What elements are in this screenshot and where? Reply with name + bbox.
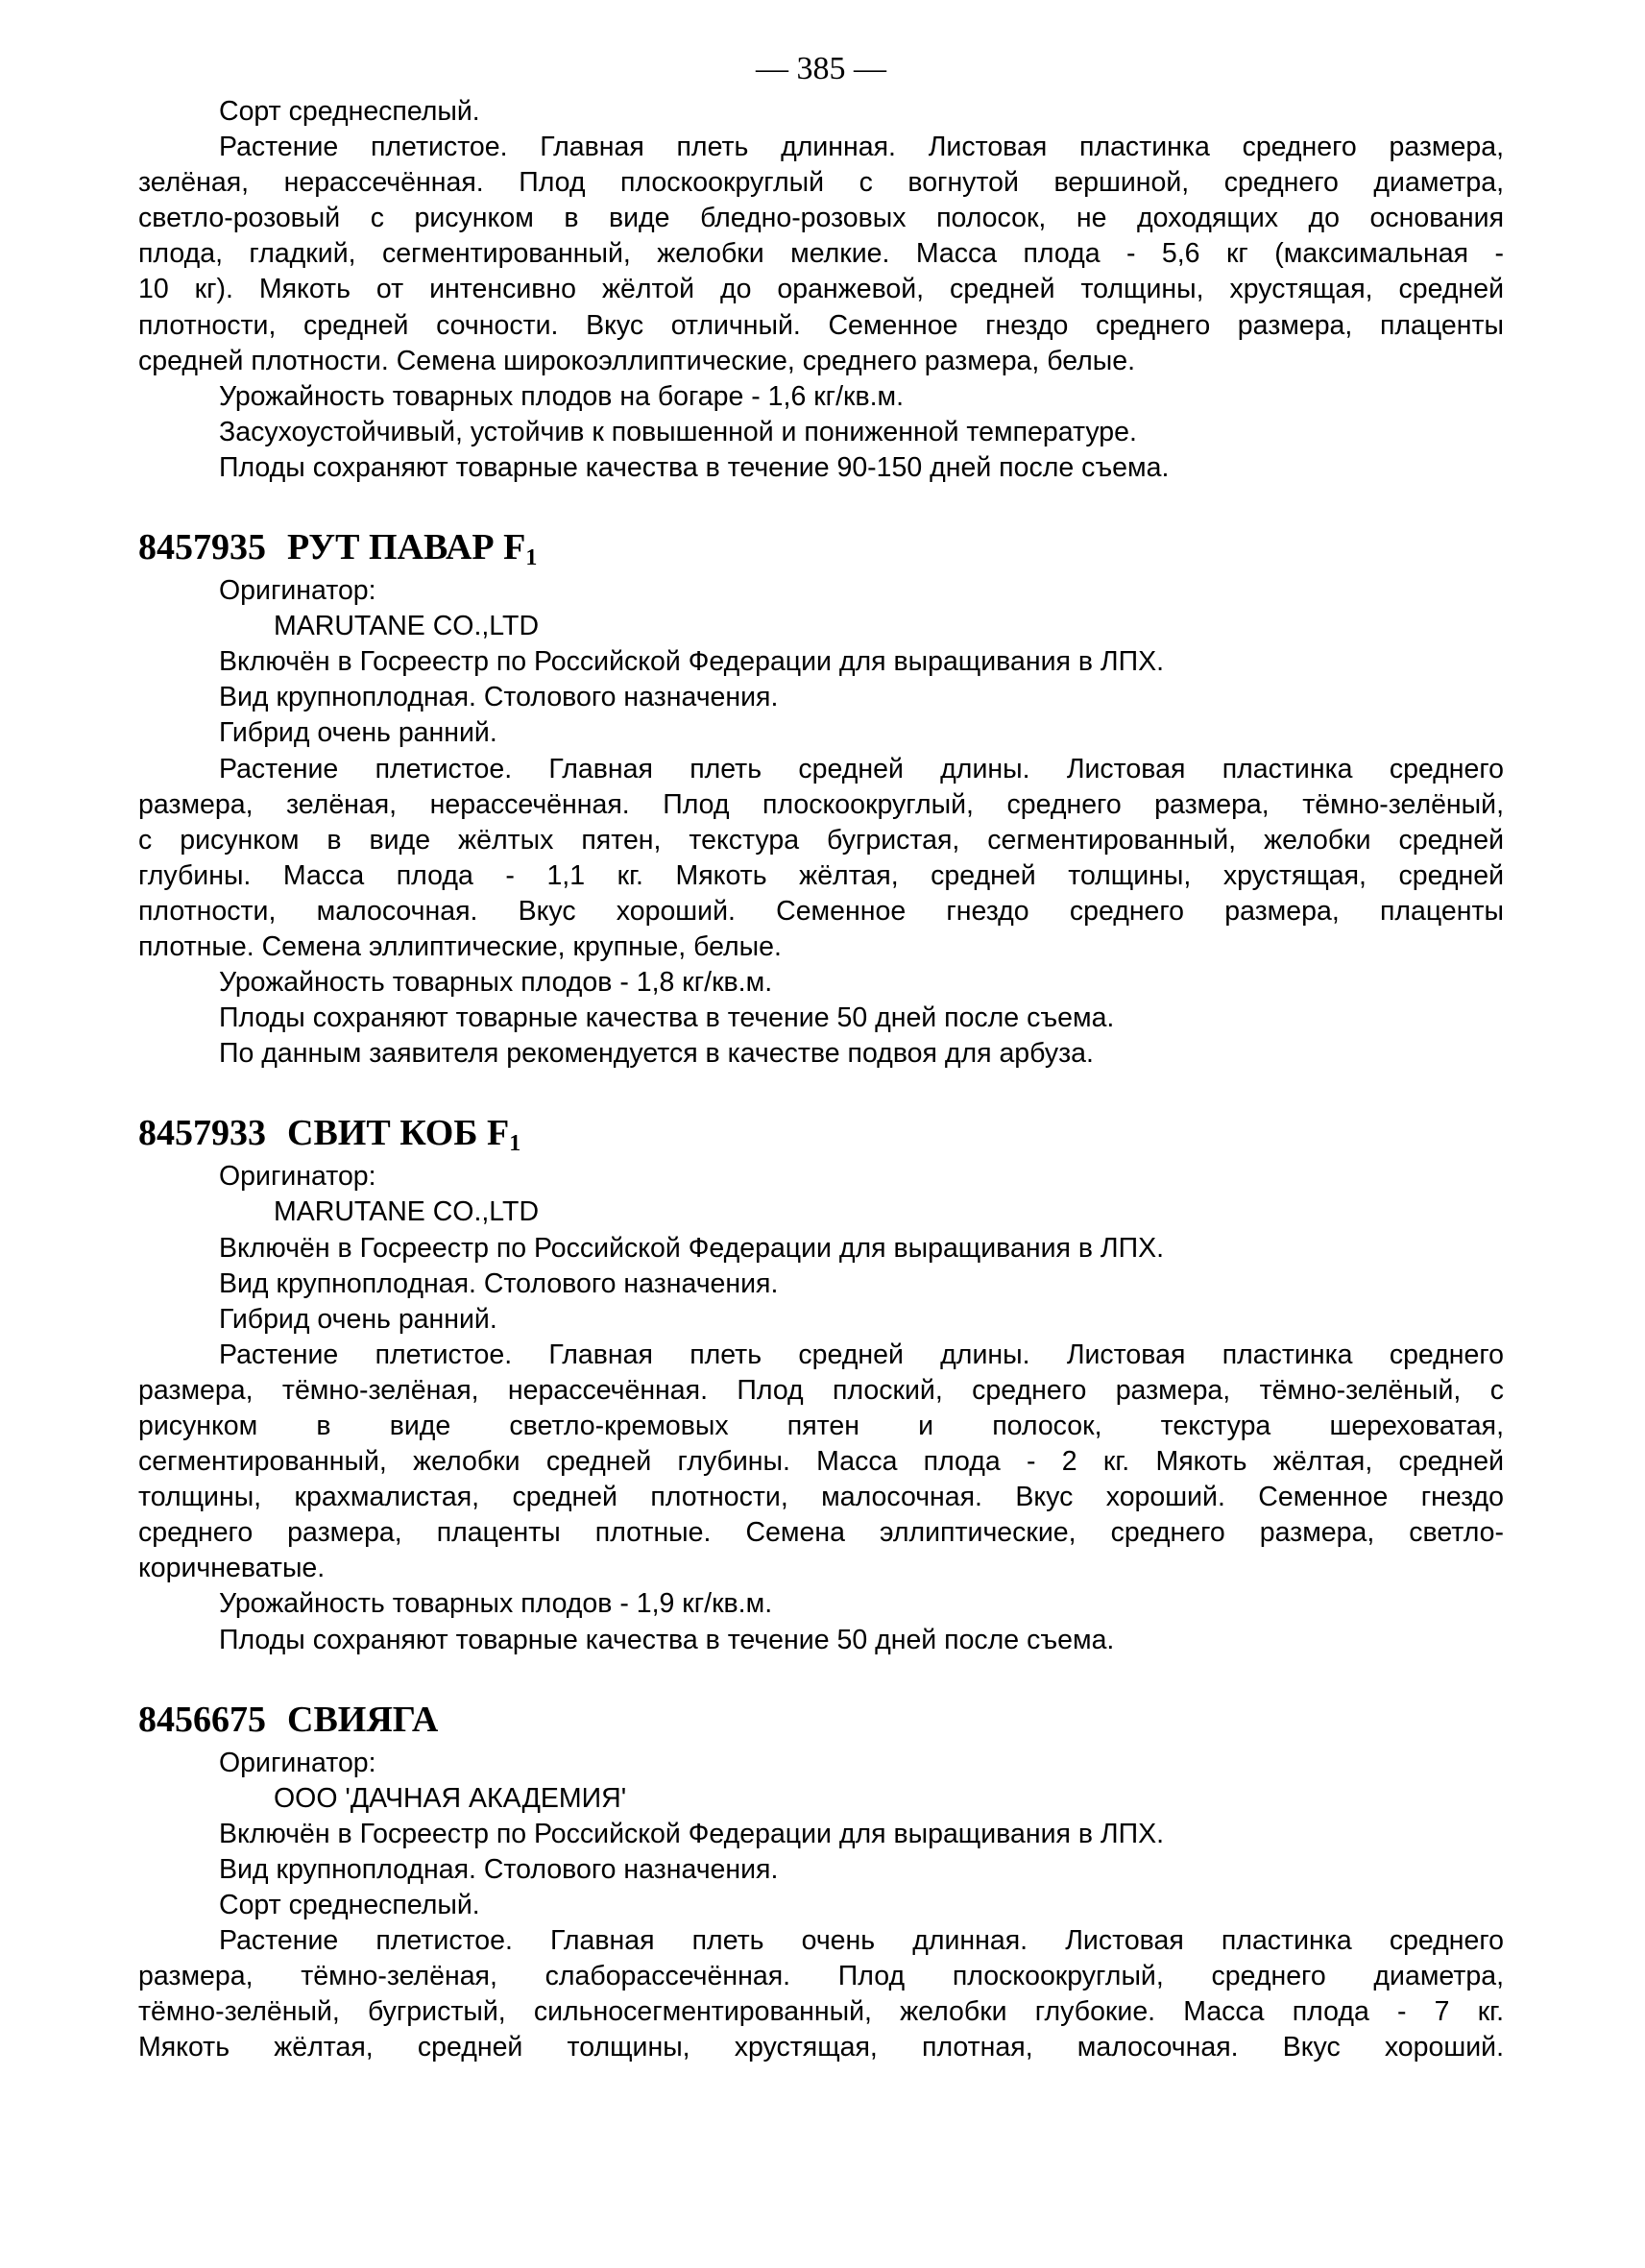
text-line: Урожайность товарных плодов на богаре - 1,6 кг/кв.м. <box>219 380 905 412</box>
paragraph-line: коричневатые. <box>138 1553 326 1584</box>
entry-title <box>138 1110 1504 1156</box>
entry-name: СВИТ КОБ F <box>287 1113 510 1154</box>
paragraph-line: 10 кг). Мякоть от интенсивно жёлтой до оранжевой, средней толщины, хрустящая, средней <box>138 274 1504 305</box>
text-line: Плоды сохраняют товарные качества в течение 90-150 дней после съема. <box>219 451 1170 483</box>
paragraph-line: с рисунком в виде жёлтых пятен, текстура бугристая, сегментированный, желобки средней <box>138 824 1504 856</box>
paragraph-line: среднего размера, плаценты плотные. Семена эллиптические, среднего размера, светло- <box>138 1517 1504 1549</box>
paragraph-line: плотности, средней сочности. Вкус отличный. Семенное гнездо среднего размера, плаценты <box>138 309 1504 341</box>
paragraph-line: сегментированный, желобки средней глубины. Масса плода - 2 кг. Мякоть жёлтая, средней <box>138 1446 1504 1478</box>
paragraph-line: Растение плетистое. Главная плеть очень длинная. Листовая пластинка среднего <box>219 1925 1504 1957</box>
text-line: Вид крупноплодная. Столового назначения. <box>219 1853 779 1885</box>
text-line: Включён в Госреестр по Российской Федерации для выращивания в ЛПХ. <box>219 1818 1165 1849</box>
paragraph-line: светло-розовый с рисунком в виде бледно-розовых полосок, не доходящих до основания <box>138 203 1504 234</box>
paragraph-line: размера, тёмно-зелёная, слаборассечённая. Плод плоскоокруглый, среднего диаметра, <box>138 1961 1504 1992</box>
entry-number: 8457933 <box>138 1113 266 1154</box>
text-line: Урожайность товарных плодов - 1,9 кг/кв.м. <box>219 1588 773 1620</box>
entry-number: 8456675 <box>138 1699 266 1740</box>
text-line: Плоды сохраняют товарные качества в течение 50 дней после съема. <box>219 1002 1115 1034</box>
paragraph-line: глубины. Масса плода - 1,1 кг. Мякоть жёлтая, средней толщины, хрустящая, средней <box>138 859 1504 891</box>
paragraph-line: размера, тёмно-зелёная, нерассечённая. Плод плоский, среднего размера, тёмно-зелёный, с <box>138 1374 1504 1406</box>
text-line: Засухоустойчивый, устойчив к повышенной и пониженной температуре. <box>219 416 1137 447</box>
document-page <box>138 46 1504 2066</box>
originator-name: MARUTANE CO.,LTD <box>274 1196 540 1228</box>
paragraph-line: Мякоть жёлтая, средней толщины, хрустящая, плотная, малосочная. Вкус хороший. <box>138 2032 1504 2063</box>
paragraph-line: тёмно-зелёный, бугристый, сильносегментированный, желобки глубокие. Масса плода - 7 кг. <box>138 1996 1504 2028</box>
text-line: Гибрид очень ранний. <box>219 717 497 749</box>
originator-name: ООО 'ДАЧНАЯ АКАДЕМИЯ' <box>274 1782 627 1814</box>
entry-title <box>138 1697 1504 1743</box>
paragraph-line: плода, гладкий, сегментированный, желобки мелкие. Масса плода - 5,6 кг (максимальная - <box>138 238 1504 270</box>
text-line: Вид крупноплодная. Столового назначения. <box>219 682 779 713</box>
entry-number: 8457935 <box>138 527 266 568</box>
text-line: Сорт среднеспелый. <box>219 1890 480 1921</box>
text-line: Плоды сохраняют товарные качества в течение 50 дней после съема. <box>219 1624 1115 1655</box>
text-line: Урожайность товарных плодов - 1,8 кг/кв.м. <box>219 967 773 999</box>
originator-label: Оригинатор: <box>219 1161 376 1193</box>
originator-name: MARUTANE CO.,LTD <box>274 611 540 642</box>
originator-label: Оригинатор: <box>219 1747 376 1778</box>
top-block <box>138 94 1504 486</box>
entry-name: РУТ ПАВАР F <box>287 527 526 568</box>
paragraph-line: плотные. Семена эллиптические, крупные, белые. <box>138 930 782 962</box>
entry-subscript: 1 <box>509 1131 521 1157</box>
paragraph-line: зелёная, нерассечённая. Плод плоскоокруглый с вогнутой вершиной, среднего диаметра, <box>138 167 1504 199</box>
text-line: По данным заявителя рекомендуется в качестве подвоя для арбуза. <box>219 1038 1094 1070</box>
paragraph-line: Растение плетистое. Главная плеть средней длины. Листовая пластинка среднего <box>219 753 1504 784</box>
originator-label: Оригинатор: <box>219 575 376 607</box>
text-line: Вид крупноплодная. Столового назначения. <box>219 1267 779 1299</box>
text-line: Сорт среднеспелый. <box>219 96 480 127</box>
variety-entry <box>138 1110 1504 1657</box>
page-number: — 385 — <box>756 51 886 86</box>
text-line: Гибрид очень ранний. <box>219 1303 497 1335</box>
entry-subscript: 1 <box>525 545 538 571</box>
paragraph-line: толщины, крахмалистая, средней плотности, малосочная. Вкус хороший. Семенное гнездо <box>138 1482 1504 1513</box>
text-line: Включён в Госреестр по Российской Федерации для выращивания в ЛПХ. <box>219 646 1165 678</box>
paragraph-line: рисунком в виде светло-кремовых пятен и полосок, текстура шереховатая, <box>138 1411 1504 1441</box>
paragraph-line: Растение плетистое. Главная плеть средней длины. Листовая пластинка среднего <box>219 1339 1504 1370</box>
paragraph-line: средней плотности. Семена широкоэллиптические, среднего размера, белые. <box>138 345 1136 376</box>
paragraph-line: плотности, малосочная. Вкус хороший. Семенное гнездо среднего размера, плаценты <box>138 895 1504 927</box>
text-line: Включён в Госреестр по Российской Федерации для выращивания в ЛПХ. <box>219 1232 1165 1264</box>
variety-entry <box>138 1697 1504 2066</box>
variety-entry <box>138 524 1504 1072</box>
paragraph-line: Растение плетистое. Главная плеть длинная. Листовая пластинка среднего размера, <box>219 132 1504 163</box>
entry-name: СВИЯГА <box>287 1699 439 1740</box>
paragraph-line: размера, зелёная, нерассечённая. Плод плоскоокруглый, среднего размера, тёмно-зелёный, <box>138 788 1504 820</box>
entry-title <box>138 524 1504 570</box>
